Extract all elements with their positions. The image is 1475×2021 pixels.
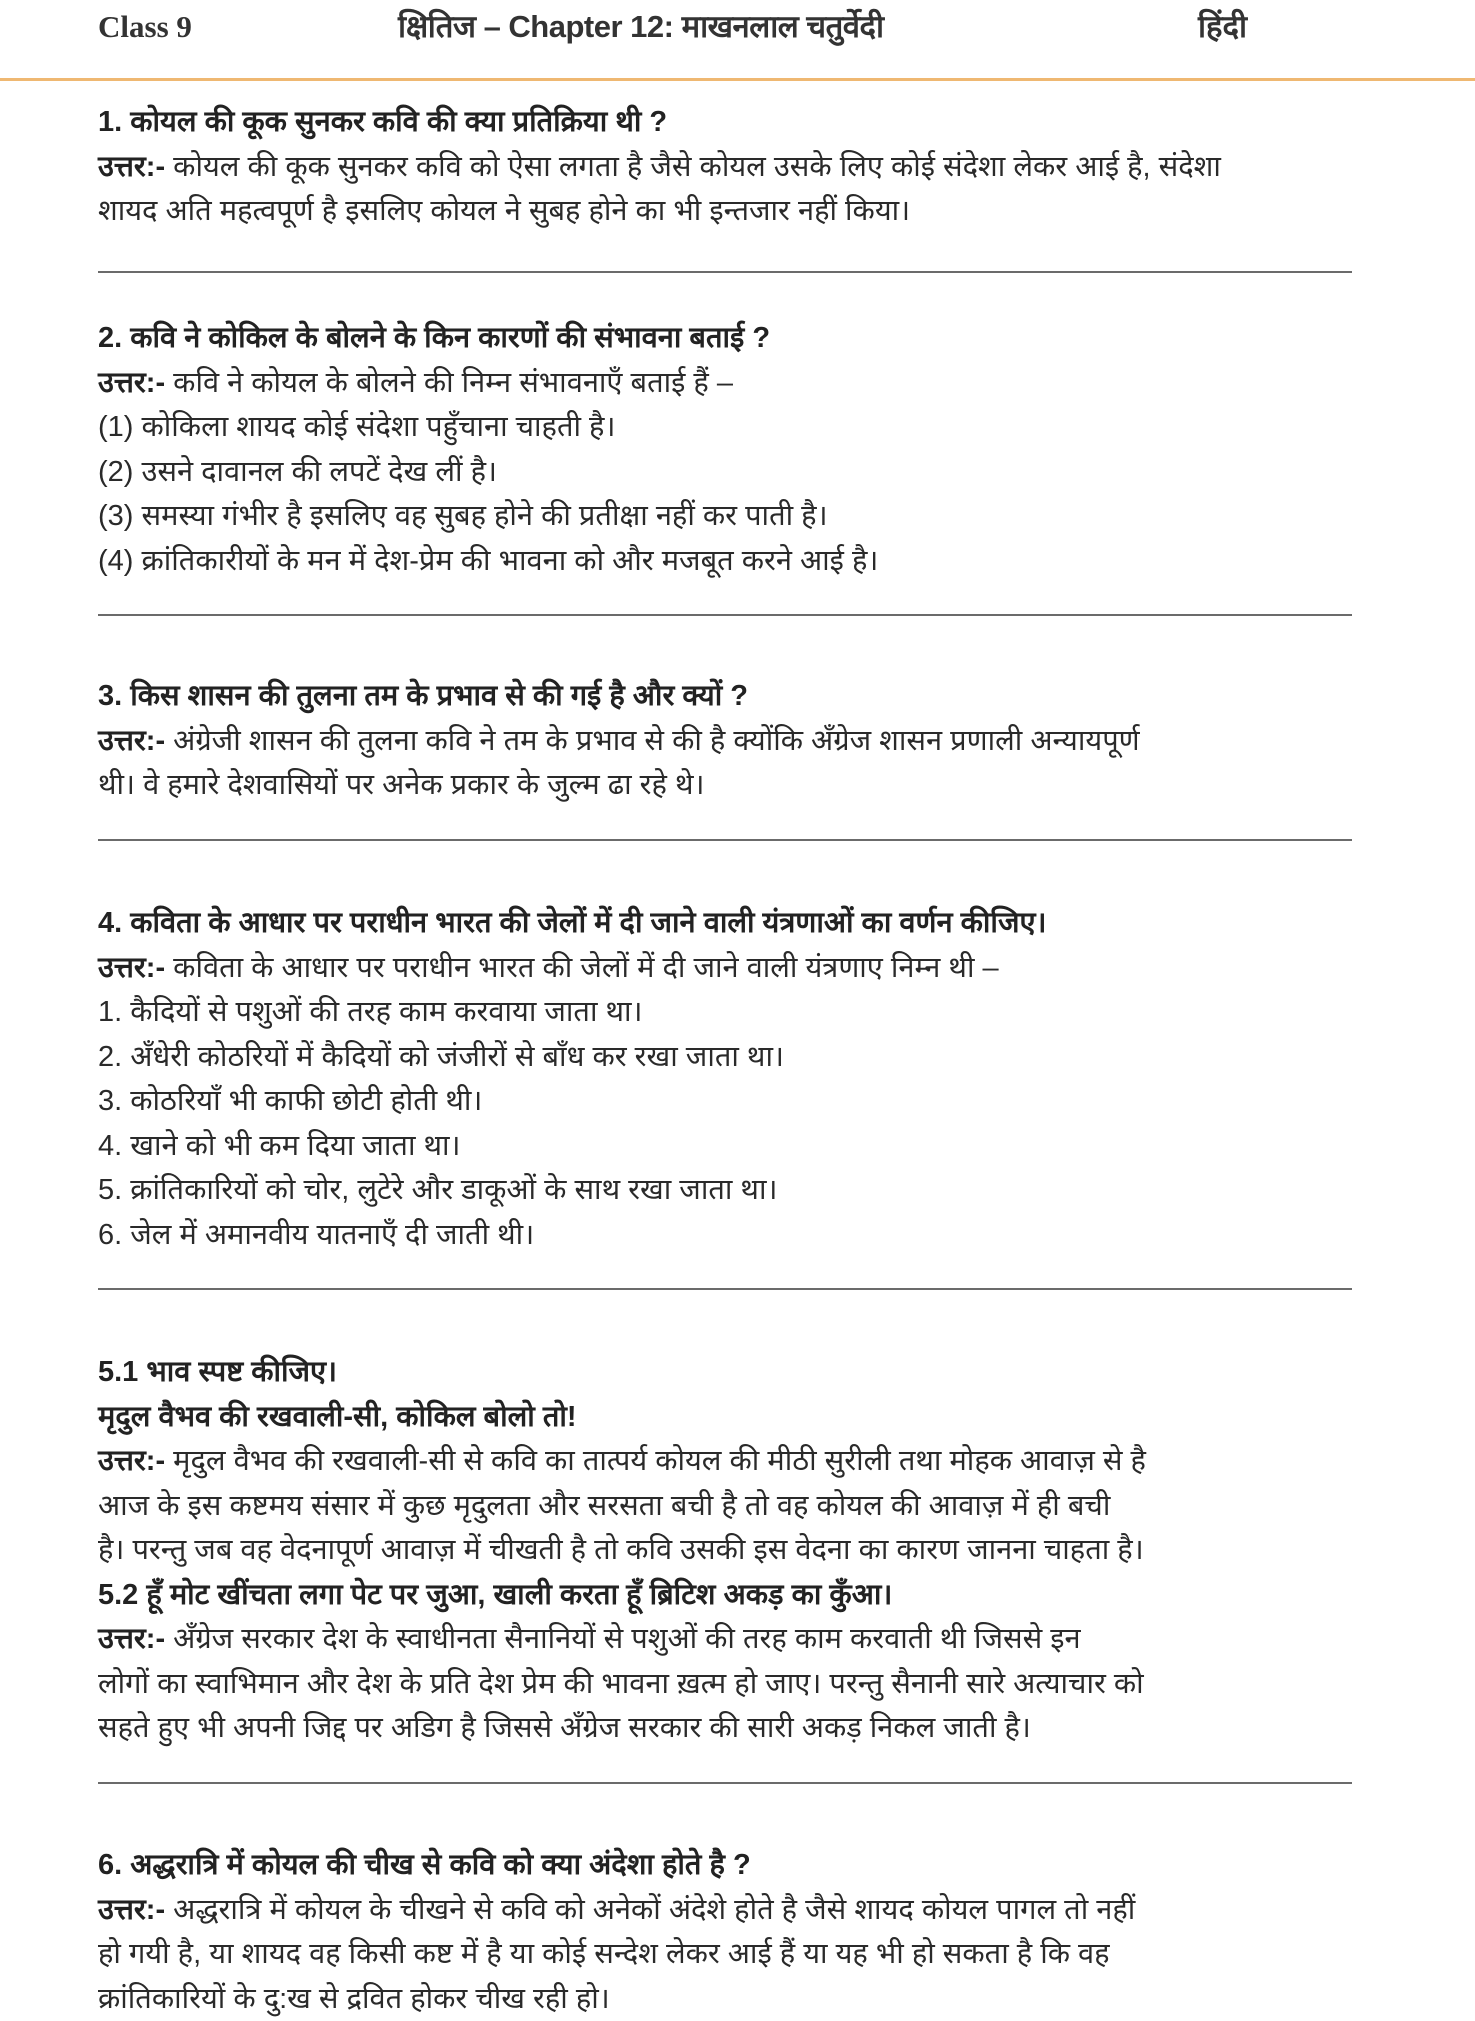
answer-text: है। परन्तु जब वह वेदनापूर्ण आवाज़ में चीखती है तो कवि उसकी इस वेदना का कारण जानना चाहता है। [98, 1534, 1144, 1566]
poem-line: 5.2 हूँ मोट खींचता लगा पेट पर जुआ, खाली करता हूँ ब्रिटिश अकड़ का कुँआ। [98, 1578, 893, 1611]
answer-text: सहते हुए भी अपनी जिद्द पर अडिग है जिससे अँग्रेज सरकार की सारी अकड़ निकल जाती है। [98, 1712, 1031, 1744]
list-item: (2) उसने दावानल की लपटें देख लीं है। [98, 455, 497, 488]
list-item: 4. खाने को भी कम दिया जाता था। [98, 1129, 461, 1162]
list-item: 2. अँधेरी कोठरियों में कैदियों को जंजीरों से बाँध कर रखा जाता था। [98, 1040, 784, 1073]
question-text: 6. अद्धरात्रि में कोयल की चीख से कवि को क्या अंदेशा होते है ? [98, 1849, 751, 1881]
list-item: (4) क्रांतिकारीयों के मन में देश-प्रेम की भावना को और मजबूत करने आई है। [98, 544, 879, 577]
answer-text: थी। वे हमारे देशवासियों पर अनेक प्रकार के जुल्म ढा रहे थे। [98, 769, 705, 801]
answer-text: अंग्रेजी शासन की तुलना कवि ने तम के प्रभाव से की है क्योंकि अँग्रेज शासन प्रणाली अन्यायपूर्ण [173, 724, 1140, 757]
question-5 [98, 1350, 1358, 1751]
answer-label: उत्तर:- [98, 724, 166, 757]
answer-label: उत्तर:- [98, 1623, 166, 1655]
answer-text: मृदुल वैभव की रखवाली-सी से कवि का तात्पर्य कोयल की मीठी सुरीली तथा मोहक आवाज़ से है [173, 1445, 1146, 1477]
divider [98, 839, 1352, 841]
answer-text: लोगों का स्वाभिमान और देश के प्रति देश प्रेम की भावना ख़त्म हो जाए। परन्तु सैनानी सारे अत्याचार को [98, 1667, 1144, 1700]
divider [98, 1288, 1352, 1290]
answer-label: उत्तर:- [98, 366, 166, 399]
list-item: 6. जेल में अमानवीय यातनाएँ दी जाती थी। [98, 1218, 535, 1251]
question-text: 2. कवि ने कोकिल के बोलने के किन कारणों की संभावना बताई ? [98, 322, 771, 354]
question-4 [98, 901, 1358, 1257]
list-item: 3. कोठरियाँ भी काफी छोटी होती थी। [98, 1085, 483, 1117]
list-item: 5. क्रांतिकारियों को चोर, लुटेरे और डाकूओं के साथ रखा जाता था। [98, 1174, 778, 1206]
answer-text: आज के इस कष्टमय संसार में कुछ मृदुलता और सरसता बची है तो वह कोयल की आवाज़ में ही बची [98, 1489, 1111, 1522]
answer-text: कवि ने कोयल के बोलने की निम्न संभावनाएँ बताई हैं – [173, 366, 734, 399]
poem-line: मृदुल वैभव की रखवाली-सी, कोकिल बोलो तो! [98, 1400, 577, 1433]
answer-text: अँग्रेज सरकार देश के स्वाधीनता सैनानियों से पशुओं की तरह काम करवाती थी जिससे इन [173, 1623, 1081, 1655]
answer-text: शायद अति महत्वपूर्ण है इसलिए कोयल ने सुबह होने का भी इन्तजार नहीं किया। [98, 195, 911, 227]
question-text: 3. किस शासन की तुलना तम के प्रभाव से की गई है और क्यों ? [98, 680, 748, 712]
answer-text: कोयल की कूक सुनकर कवि को ऐसा लगता है जैसे कोयल उसके लिए कोई संदेशा लेकर आई है, संदेशा [173, 150, 1221, 183]
answer-label: उत्तर:- [98, 1445, 166, 1477]
class-label: Class 9 [98, 9, 192, 44]
subject-label: हिंदी [1198, 9, 1247, 44]
answer-text: कविता के आधार पर पराधीन भारत की जेलों में दी जाने वाली यंत्रणाए निम्न थी – [173, 951, 999, 984]
chapter-title: क्षितिज – Chapter 12: माखनलाल चतुर्वेदी [398, 9, 884, 44]
list-item: (3) समस्या गंभीर है इसलिए वह सुबह होने की प्रतीक्षा नहीं कर पाती है। [98, 500, 828, 532]
answer-label: उत्तर:- [98, 951, 166, 984]
header-divider [0, 78, 1475, 81]
answer-text: हो गयी है, या शायद वह किसी कष्ट में है या कोई सन्देश लेकर आई हैं या यह भी हो सकता है कि वह [98, 1938, 1110, 1970]
answer-text: अद्धरात्रि में कोयल के चीखने से कवि को अनेकों अंदेशे होते है जैसे शायद कोयल पागल तो नहीं [173, 1893, 1136, 1926]
divider [98, 1782, 1352, 1784]
answer-text: क्रांतिकारियों के दु:ख से द्रवित होकर चीख रही हो। [98, 1982, 610, 2015]
question-text: 1. कोयल की कूक सुनकर कवि की क्या प्रतिक्रिया थी ? [98, 106, 668, 138]
list-item: (1) कोकिला शायद कोई संदेशा पहुँचाना चाहती है। [98, 411, 616, 443]
question-6 [98, 1843, 1358, 2021]
list-item: 1. कैदियों से पशुओं की तरह काम करवाया जाता था। [98, 996, 643, 1028]
question-1 [98, 100, 1358, 234]
question-3 [98, 674, 1358, 808]
question-2 [98, 316, 1358, 583]
divider [98, 271, 1352, 273]
question-heading: 5.1 भाव स्पष्ट कीजिए। [98, 1356, 338, 1388]
answer-label: उत्तर:- [98, 150, 166, 183]
question-text: 4. कविता के आधार पर पराधीन भारत की जेलों में दी जाने वाली यंत्रणाओं का वर्णन कीजिए। [98, 907, 1047, 939]
answer-label: उत्तर:- [98, 1893, 166, 1926]
divider [98, 614, 1352, 616]
